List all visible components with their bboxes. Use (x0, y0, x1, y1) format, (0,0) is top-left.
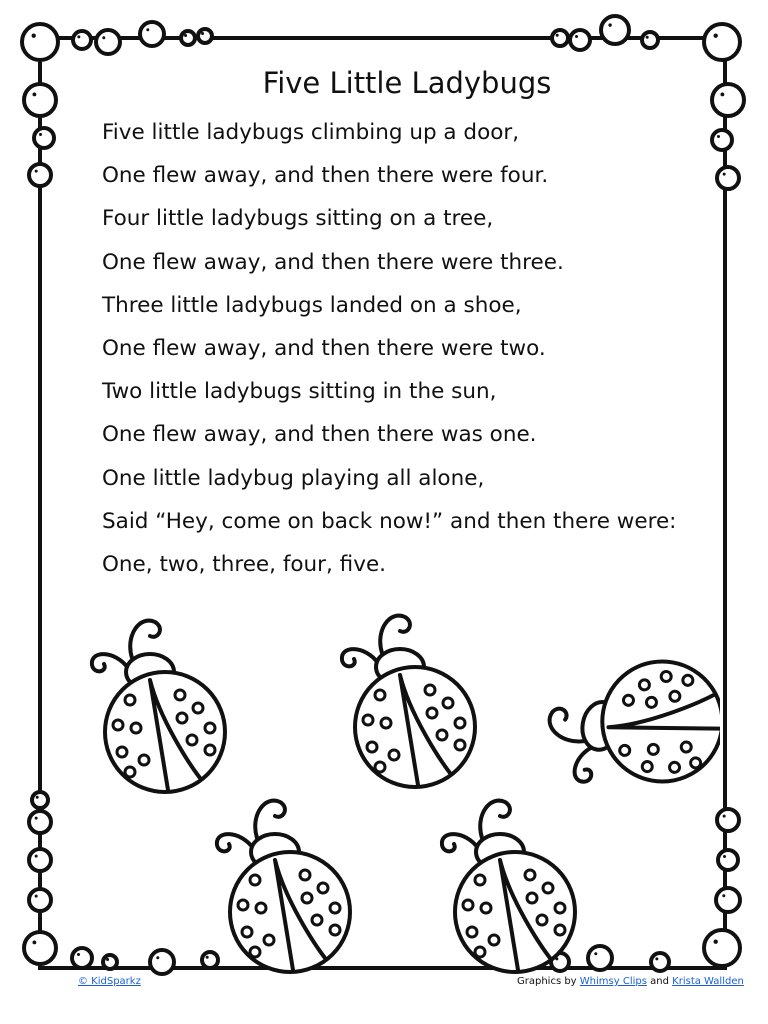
copyright-text[interactable]: © KidSparkz (78, 976, 141, 987)
frame-bubble-shine (714, 940, 718, 944)
page-title: Five Little Ladybugs (262, 66, 552, 100)
frame-bubble (717, 167, 739, 189)
frame-bubble-shine (723, 815, 726, 818)
frame-bubble-shine (201, 32, 204, 35)
frame-bubble-shine (722, 894, 725, 897)
poem-text (102, 115, 676, 590)
poem-line: One flew away, and then there were four. (102, 163, 549, 189)
frame-bubble-shine (32, 940, 36, 944)
frame-bubble (24, 932, 56, 964)
frame-bubble-shine (32, 34, 36, 38)
frame-bubble (34, 128, 54, 148)
frame-bubble (103, 955, 117, 969)
frame-bubble-shine (35, 817, 38, 820)
frame-bubble (29, 164, 51, 186)
frame-bubble (712, 130, 732, 150)
frame-bubble (29, 889, 51, 911)
frame-bubble (150, 950, 174, 974)
frame-bubble-shine (556, 34, 559, 37)
ladybug-icon (420, 780, 590, 980)
frame-bubble (198, 29, 212, 43)
frame-bubble-shine (106, 958, 109, 961)
frame-bubble (552, 30, 568, 46)
frame-bubble-shine (77, 35, 80, 38)
credit-and: and (650, 976, 669, 987)
frame-bubble (73, 31, 91, 49)
frame-bubble-shine (723, 855, 726, 858)
poem-line: One little ladybug playing all alone, (102, 465, 485, 491)
frame-bubble-shine (146, 28, 149, 31)
frame-bubble (588, 946, 612, 970)
poem-line: Five little ladybugs climbing up a door, (102, 120, 520, 145)
frame-bubble (29, 849, 51, 871)
frame-bubble (642, 32, 658, 48)
frame-bubble (96, 30, 120, 54)
credit-link-krista[interactable]: Krista Wallden (672, 976, 744, 987)
frame-bubble (181, 31, 195, 45)
frame-bubble (704, 930, 740, 966)
ladybug-icon (70, 600, 240, 800)
poem-line: One flew away, and then there was one. (102, 422, 537, 448)
frame-bubble-shine (184, 34, 187, 37)
poem-line: Said “Hey, come on back now!” and then there were: (102, 508, 677, 534)
frame-bubble (651, 953, 669, 971)
poem-line: Two little ladybugs sitting in the sun, (102, 379, 497, 405)
frame-bubble (72, 948, 92, 968)
frame-bubble-shine (35, 170, 38, 173)
frame-bubble (601, 16, 629, 44)
poem-line: One, two, three, four, five. (102, 551, 387, 577)
frame-bubble-shine (156, 956, 159, 959)
frame-bubble-shine (35, 855, 38, 858)
frame-bubble-shine (39, 133, 42, 136)
frame-bubble (32, 792, 48, 808)
frame-bubble (718, 850, 738, 870)
frame-bubble-shine (594, 952, 597, 955)
poem-line: One flew away, and then there were three. (102, 249, 564, 275)
frame-bubble (717, 809, 739, 831)
credit-link-whimsy[interactable]: Whimsy Clips (579, 976, 647, 987)
frame-bubble-shine (77, 953, 80, 956)
frame-bubble-shine (36, 796, 39, 799)
frame-bubble (22, 24, 58, 60)
frame-bubble-shine (717, 135, 720, 138)
poem-line: Three little ladybugs landed on a shoe, (102, 292, 522, 318)
poem-line: Four little ladybugs sitting on a tree, (102, 206, 494, 232)
frame-bubble (140, 22, 164, 46)
ladybug-icon (195, 780, 365, 980)
frame-bubble-shine (35, 895, 38, 898)
frame-bubble-shine (608, 23, 611, 26)
frame-bubble (716, 888, 740, 912)
ladybug-icon (530, 625, 720, 795)
frame-bubble (704, 24, 740, 60)
frame-bubble-shine (646, 36, 649, 39)
frame-bubble-shine (655, 957, 658, 960)
frame-bubble-shine (102, 36, 105, 39)
copyright-link[interactable] (78, 976, 141, 987)
graphics-credit (517, 976, 744, 987)
poem-line: One flew away, and then there were two. (102, 335, 546, 361)
frame-bubble (29, 811, 51, 833)
frame-bubble-shine (723, 173, 726, 176)
frame-bubble (570, 30, 590, 50)
graphics-prefix: Graphics by (517, 976, 577, 987)
ladybug-icon (320, 595, 490, 795)
frame-bubble-shine (575, 35, 578, 38)
frame-bubble-shine (714, 34, 718, 38)
